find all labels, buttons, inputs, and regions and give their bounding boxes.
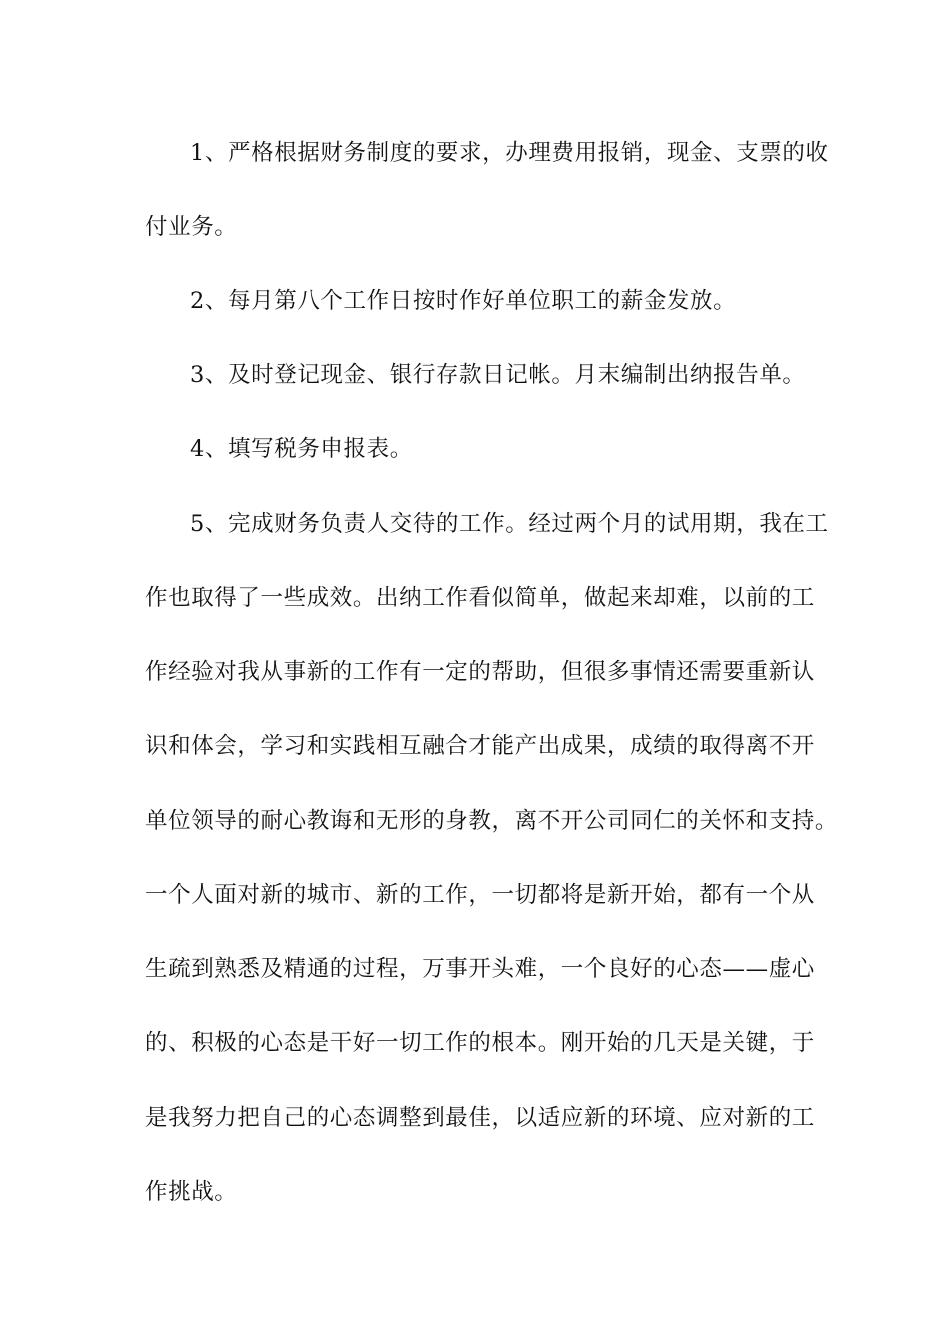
- text-line-12: 生疏到熟悉及精通的过程，万事开头难，一个良好的心态——虚心: [145, 956, 815, 982]
- text-line-2: 付业务。: [145, 214, 238, 240]
- text-line-13: 的、积极的心态是干好一切工作的根本。刚开始的几天是关键，于: [145, 1030, 815, 1056]
- text-line-11: 一个人面对新的城市、新的工作，一切都将是新开始，都有一个从: [145, 882, 815, 908]
- text-line-10: 单位领导的耐心教诲和无形的身教，离不开公司同仁的关怀和支持。: [145, 808, 839, 834]
- text-line-9: 识和体会，学习和实践相互融合才能产出成果，成绩的取得离不开: [145, 733, 815, 759]
- text-line-6: 5、完成财务负责人交待的工作。经过两个月的试用期，我在工: [190, 511, 829, 537]
- text-line-14: 是我努力把自己的心态调整到最佳，以适应新的环境、应对新的工: [145, 1105, 815, 1131]
- text-line-7: 作也取得了一些成效。出纳工作看似简单，做起来却难，以前的工: [145, 585, 815, 611]
- text-line-3: 2、每月第八个工作日按时作好单位职工的薪金发放。: [190, 288, 737, 314]
- text-line-4: 3、及时登记现金、银行存款日记帐。月末编制出纳报告单。: [190, 362, 806, 388]
- text-line-8: 作经验对我从事新的工作有一定的帮助，但很多事情还需要重新认: [145, 659, 815, 685]
- text-line-5: 4、填写税务申报表。: [190, 436, 413, 462]
- text-line-15: 作挑战。: [145, 1179, 238, 1205]
- text-line-1: 1、严格根据财务制度的要求，办理费用报销，现金、支票的收: [190, 140, 829, 166]
